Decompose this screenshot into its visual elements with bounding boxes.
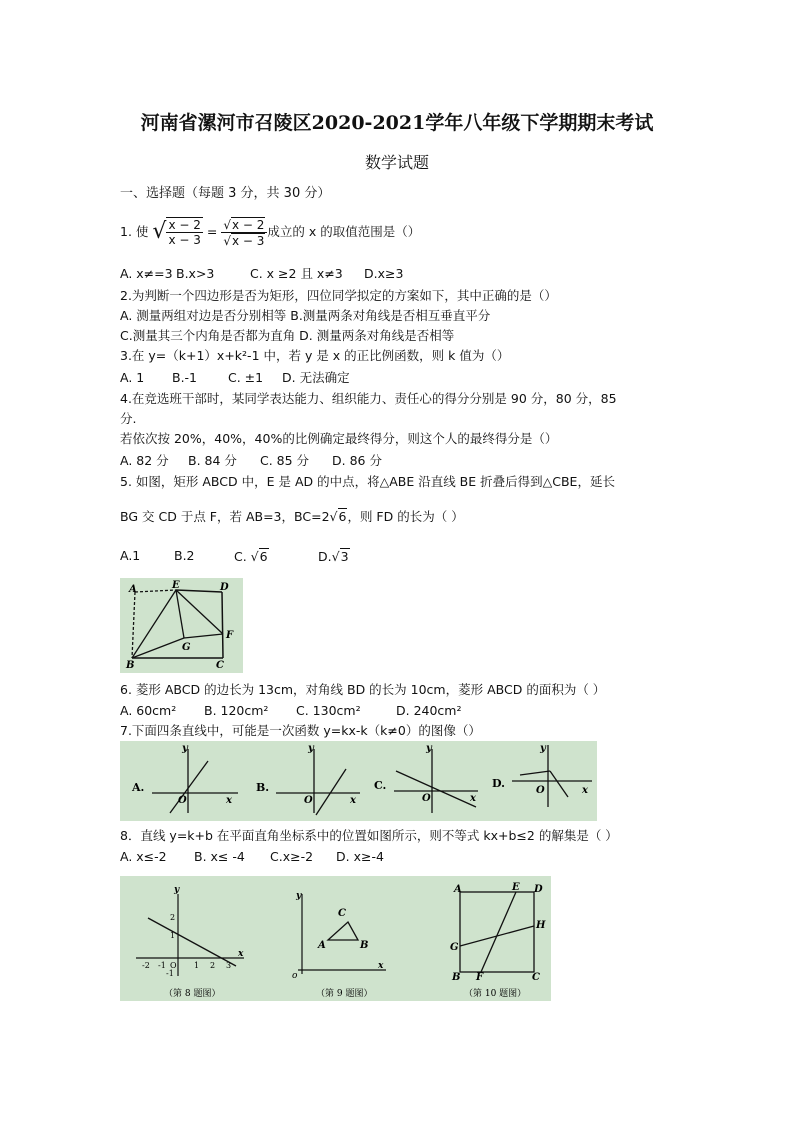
label-d: D [220,582,229,593]
line-graph [170,761,208,813]
fig10-label-d: D [534,884,543,895]
q3-options [120,370,420,386]
fold-line-ae [135,590,176,592]
fig10-caption: （第 10 题图） [464,989,527,999]
origin-label: O [178,795,187,806]
q5-option-a: A.1 [120,548,141,563]
line-graph-tail [550,771,568,797]
label-a: A [129,584,137,595]
q1-equals: = [206,224,218,239]
fig9-origin: o [292,971,298,981]
q6-option-b: B. 120cm² [204,703,269,718]
q7-panel-b [256,743,360,815]
fig10-label-a: A [454,884,462,895]
q2-stem: 2.为判断一个四边形是否为矩形，四位同学拟定的方案如下，其中正确的是（） [120,288,557,303]
fig8-tick-y-neg1: -1 [166,969,174,978]
q7-panel-c [374,743,478,813]
fig9-label-c: C [338,908,346,919]
q5-line-2: BG 交 CD 于点 F，若 AB=3，BC=2√6，则 FD 的长为（ ） [120,509,464,524]
fig9-caption: （第 9 题图） [316,989,373,999]
q5-options [120,548,420,564]
q8-stem: 8．直线 y=k+b 在平面直角坐标系中的位置如图所示，则不等式 kx+b≤2 的解集是（ ） [120,828,618,843]
x-label: x [582,785,588,796]
label-f: F [226,630,234,641]
q1-suffix: 成立的 x 的取值范围是（） [267,224,421,239]
q6-stem: 6. 菱形 ABCD 的边长为 13cm，对角线 BD 的长为 10cm，菱形 ABCD 的面积为（ ） [120,682,606,697]
figures-diagram [120,876,551,1001]
q2-options-cd: C.测量其三个内角是否都为直角 D. 测量两条对角线是否相等 [120,328,455,343]
q1-fraction-left: $\frac{x - 2}{x - 3}$ [168,218,201,247]
fig9-label-a: A [318,940,326,951]
fig8-tick-y-2: 2 [170,913,176,922]
origin-label: O [304,795,313,806]
fig8-origin: O [170,961,177,970]
segment-dc [222,592,223,658]
segment-be [132,590,176,658]
fig8-y-label: y [174,885,180,895]
fig9-x-label: x [378,961,384,971]
q4-option-b: B. 84 分 [188,453,237,468]
origin-label: O [536,785,545,796]
y-label: y [182,743,188,754]
q3-option-b: B.-1 [172,370,198,385]
q3-option-d: D. 无法确定 [282,370,350,385]
fig8-x-label: x [238,949,244,959]
fig10-square [460,892,534,972]
y-label: y [308,743,314,754]
q7-panel-d [492,743,592,807]
label-c: C [216,660,224,671]
fig9-label-b: B [360,940,369,951]
q4-option-d: D. 86 分 [332,453,382,468]
q1-prefix: 1. 使 [120,224,149,239]
radical-sign: √ [152,219,167,244]
q1-option-c: C. x ≥2 且 x≠3 [250,266,343,281]
y-label: y [540,743,546,754]
fig10-label-f: F [476,972,484,983]
q7-label-a: A. [132,781,145,794]
q8-option-d: D. x≥-4 [336,849,384,864]
q1-options [120,266,404,282]
x-label: x [350,795,356,806]
section-heading: 一、选择题（每题 3 分，共 30 分） [120,186,331,201]
q4-line-1: 4.在竞选班干部时，某同学表达能力、组织能力、责任心的得分分别是 90 分，80 分，85 [120,391,617,406]
q6-option-c: C. 130cm² [296,703,361,718]
q8-options [120,849,520,865]
q4-options [120,453,420,469]
fig8-tick-x-2: 2 [210,961,216,970]
y-label: y [426,743,432,754]
q1-option-d: D.x≥3 [364,266,404,281]
segment-ef [176,590,223,634]
q3-option-a: A. 1 [120,370,145,385]
q1-option-a: A. x≠=3 [120,266,173,281]
fig8-tick-x-3: 3 [226,961,232,970]
label-g: G [182,642,191,653]
fig10-line-gh [460,926,534,946]
segment-bg [132,638,184,658]
q7-label-c: C. [374,779,387,792]
q4-line-2: 分. [120,411,137,426]
segment-ed [176,590,222,592]
fig10-label-g: G [450,942,459,953]
q1-option-b: B.x>3 [176,266,215,281]
q7-label-d: D. [492,777,505,790]
origin-label: O [422,793,431,804]
figure-8 [136,885,244,999]
q5-option-c: C. √6 [234,549,268,564]
q4-line-3: 若依次按 20%，40%，40%的比例确定最终得分，则这个人的最终得分是（） [120,431,558,446]
fig10-label-c: C [532,972,540,983]
fig8-tick-y-1: 1 [170,931,176,940]
segment-gf [184,634,223,638]
fig10-label-b: B [452,972,461,983]
q6-option-a: A. 60cm² [120,703,177,718]
x-label: x [226,795,232,806]
q7-label-b: B. [256,781,270,794]
page-subtitle: 数学试题 [364,153,429,172]
figure-9 [292,891,386,999]
fig8-tick-x-neg2: -2 [142,961,150,970]
line-graph [520,771,550,775]
q6-option-d: D. 240cm² [396,703,462,718]
q3-option-c: C. ±1 [228,370,264,385]
figure-10 [450,882,546,999]
figures-panel [120,876,551,1001]
fig10-label-e: E [512,882,520,893]
q5-option-d: D.√3 [318,549,349,564]
question-1 [120,212,420,252]
q8-option-a: A. x≤-2 [120,849,167,864]
q7-panel-a [131,743,238,813]
q8-option-b: B. x≤ -4 [194,849,245,864]
label-e: E [172,580,180,591]
fig8-tick-x-neg1: -1 [158,961,166,970]
fig8-line [148,918,236,966]
label-b: B [126,660,135,671]
q7-diagram [120,741,597,821]
q7-figure [120,741,597,821]
q3-stem: 3.在 y=（k+1）x+k²-1 中，若 y 是 x 的正比例函数，则 k 值为（） [120,348,510,363]
q2-options-ab: A. 测量两组对边是否分别相等 B.测量两条对角线是否相互垂直平分 [120,308,491,323]
q5-line-1: 5. 如图，矩形 ABCD 中，E 是 AD 的中点，将△ABE 沿直线 BE 折叠后得到△CBE，延长 [120,474,615,489]
line-graph [396,771,476,807]
q5-figure [120,578,243,673]
fig9-triangle [328,922,358,940]
page-title: 河南省漯河市召陵区2020-2021学年八年级下学期期末考试 [140,112,654,134]
q4-option-c: C. 85 分 [260,453,310,468]
q5-option-b: B.2 [174,548,195,563]
q4-option-a: A. 82 分 [120,453,169,468]
q5-diagram [120,578,243,673]
fig9-y-label: y [296,891,302,901]
fig10-label-h: H [536,920,546,931]
x-label: x [470,793,476,804]
q6-options [120,703,520,719]
fig8-caption: （第 8 题图） [164,989,221,999]
line-graph [316,769,346,815]
q7-stem: 7.下面四条直线中，可能是一次函数 y=kx-k（k≠0）的图像（） [120,723,481,738]
fold-line-ab [132,592,135,658]
q1-fraction-right: $\frac{√x - 2}{√x - 3}$ [221,217,267,248]
fig8-tick-x-1: 1 [194,961,200,970]
q8-option-c: C.x≥-2 [270,849,314,864]
